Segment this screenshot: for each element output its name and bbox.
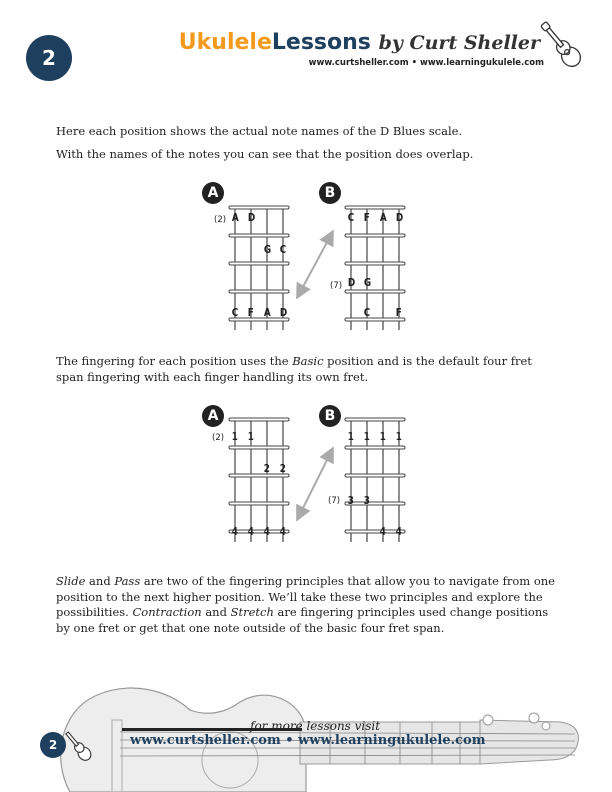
note-label: C [363,306,371,319]
fretboard-fingers-a [229,418,289,542]
diagram-label-b: B [319,182,341,204]
finger-number: 3 [347,494,354,507]
brand-ukulele: Ukulele [178,30,272,55]
finger-number: 1 [379,430,386,443]
note-label: D [347,276,356,289]
ukulele-small-icon [62,726,94,766]
finger-number: 1 [231,430,238,443]
finger-number: 2 [279,462,286,475]
note-label: F [363,211,370,224]
finger-number: 1 [395,430,402,443]
finger-number: 4 [379,525,386,538]
transition-arrow [298,450,332,518]
note-label: D [279,306,288,319]
finger-number: 1 [247,430,254,443]
diagram-label-a: A [202,182,224,204]
note-label: D [247,211,256,224]
fret-number: (2) [214,215,227,225]
footer-visit-text: for more lessons visit [250,719,381,733]
note-label: G [263,243,272,256]
transition-arrow [298,233,332,296]
finger-number: 3 [363,494,370,507]
header-urls: www.curtsheller.com • www.learningukulele.com [308,58,544,68]
finger-number: 4 [263,525,270,538]
note-label: F [395,306,402,319]
footer-page-number: 2 [40,732,66,758]
note-label: A [263,306,271,319]
paragraph-2: With the names of the notes you can see that the position does overlap. [56,147,474,161]
note-label: A [231,211,239,224]
diagram-label-b: B [319,405,341,427]
page-number: 2 [42,46,56,70]
finger-number: 1 [363,430,370,443]
note-label: F [247,306,254,319]
paragraph-1: Here each position shows the actual note names of the D Blues scale. [56,124,463,138]
finger-number: 4 [231,525,238,538]
brand-author: by Curt Sheller [378,32,540,54]
note-label: C [279,243,287,256]
paragraph-3: The fingering for each position uses the Basic position and is the default four fret span fingering with each finger handling its own fret. [56,354,532,384]
note-label: D [395,211,404,224]
finger-number: 2 [263,462,270,475]
finger-number: 4 [395,525,402,538]
brand-lessons: Lessons [271,30,371,55]
finger-number: 1 [347,430,354,443]
paragraph-4: Slide and Pass are two of the fingering principles that allow you to navigate from one position to the next higher position. We’ll take these two principles and explore the possibilities. Contraction and Stretch are fingering principles used change positions by one fret or get that one note outside of the basic four fret span. [56,574,555,635]
note-label: C [231,306,239,319]
note-label: G [363,276,372,289]
fret-number: (7) [330,281,343,291]
note-label: A [379,211,387,224]
note-label: C [347,211,355,224]
finger-number: 4 [279,525,286,538]
fret-number: (2) [212,433,225,443]
footer-urls[interactable]: www.curtsheller.com • www.learningukulele.com [130,733,486,748]
diagram-label-a: A [202,405,224,427]
fret-number: (7) [328,496,341,506]
finger-number: 4 [247,525,254,538]
